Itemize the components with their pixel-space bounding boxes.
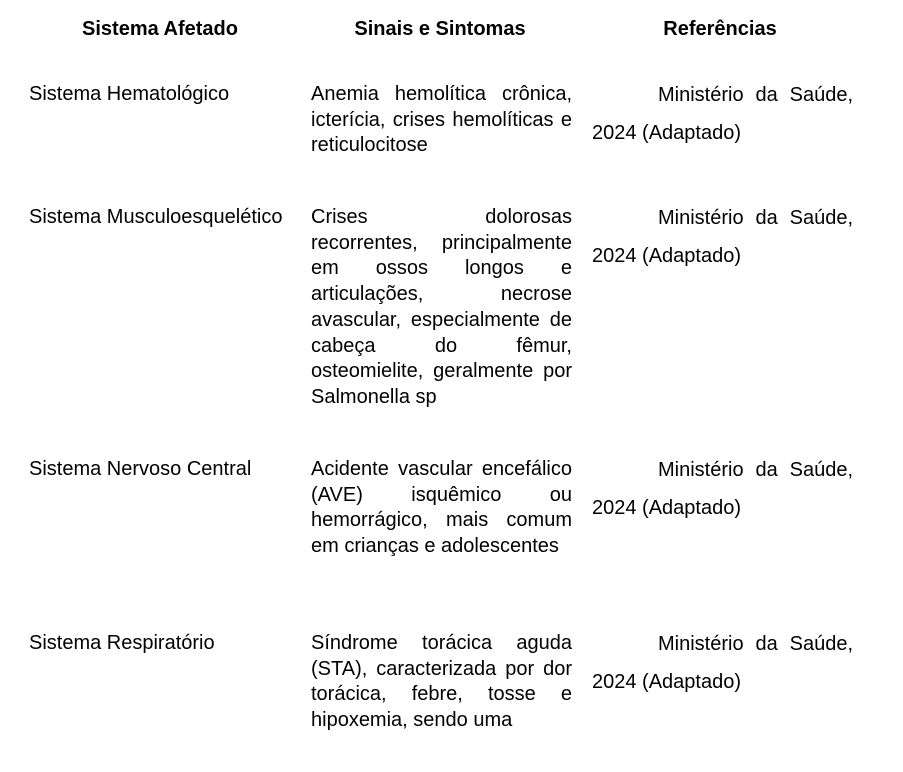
cell-symptoms: Síndrome torácica aguda (STA), caracterizada por dor torácica, febre, tosse e hipoxemia, sendo uma	[311, 632, 572, 732]
cell-reference: Ministério da Saúde, 2024 (Adaptado)	[592, 459, 853, 519]
column-header-symptoms: Sinais e Sintomas	[354, 18, 526, 40]
cell-system: Sistema Hematológico	[29, 83, 230, 105]
cell-symptoms: Acidente vascular encefálico (AVE) isquêmico ou hemorrágico, mais comum em crianças e adolescentes	[311, 458, 572, 558]
column-header-references: Referências	[663, 18, 777, 40]
cell-system: Sistema Nervoso Central	[29, 458, 252, 480]
cell-system: Sistema Respiratório	[29, 632, 215, 654]
cell-reference: Ministério da Saúde, 2024 (Adaptado)	[592, 633, 853, 693]
cell-reference: Ministério da Saúde, 2024 (Adaptado)	[592, 84, 853, 144]
column-header-system: Sistema Afetado	[82, 18, 238, 40]
cell-symptoms: Anemia hemolítica crônica, icterícia, crises hemolíticas e reticulocitose	[311, 83, 572, 157]
cell-symptoms: Crises dolorosas recorrentes, principalmente em ossos longos e articulações, necrose avascular, especialmente de cabeça do fêmur, osteomielite, geralmente por Salmonella sp	[311, 206, 572, 408]
cell-system: Sistema Musculoesquelético	[29, 206, 283, 228]
cell-reference: Ministério da Saúde, 2024 (Adaptado)	[592, 207, 853, 267]
